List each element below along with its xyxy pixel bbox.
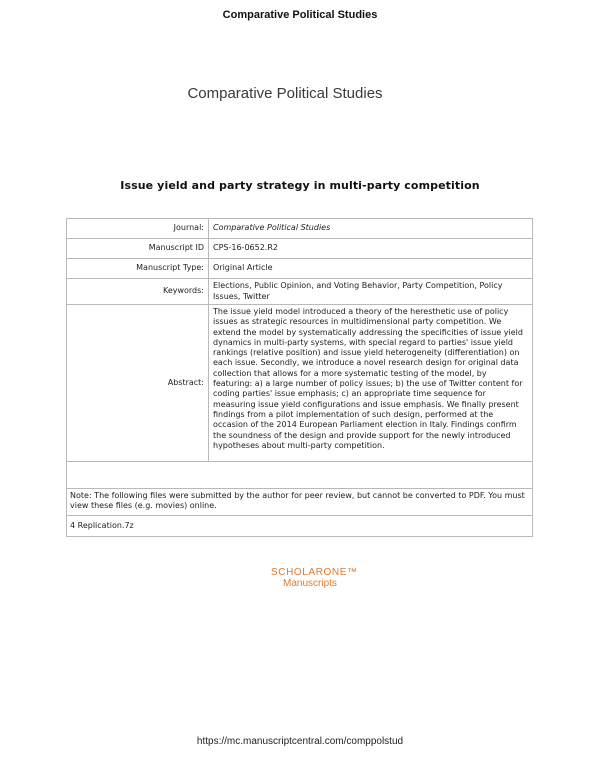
running-head: Comparative Political Studies: [222, 9, 378, 21]
manuscript-id-row: [67, 239, 533, 259]
scholarone-logo: [271, 567, 358, 589]
keywords-value: Elections, Public Opinion, and Voting Behavior, Party Competition, Policy Issues, Twitter: [209, 279, 533, 305]
abstract-row: [67, 305, 533, 462]
spacer-row: [67, 462, 533, 489]
logo-wordmark: SCHOLARONE™: [271, 567, 358, 578]
journal-banner: Comparative Political Studies: [187, 85, 383, 102]
keywords-label: Keywords:: [67, 279, 209, 305]
abstract-label: Abstract:: [67, 305, 209, 462]
manuscript-id-label: Manuscript ID: [67, 239, 209, 259]
peer-review-note: Note: The following files were submitted by the author for peer review, but cannot be converted to PDF. You must view these files (e.g. movies) online.: [67, 489, 533, 516]
manuscript-type-value: Original Article: [209, 259, 533, 279]
footer-url[interactable]: https://mc.manuscriptcentral.com/comppolstud: [196, 736, 404, 747]
manuscript-type-row: [67, 259, 533, 279]
manuscript-id-value: CPS-16-0652.R2: [209, 239, 533, 259]
spacer-cell: [67, 462, 533, 489]
attached-file[interactable]: 4 Replication.7z: [67, 516, 533, 537]
journal-value: Comparative Political Studies: [209, 219, 533, 239]
abstract-text: The issue yield model introduced a theory of the heresthetic use of policy issues as strategic resources in multidimensional party competition. We extend the model by systematically addressing the specificities of issue yield dynamics in multi-party systems, with special regard to parties' issue yield rankings (relative position) and issue yield heterogeneity (differentiation) on each issue. Secondly, we introduce a novel research design for original data collection that allows for a more systematic testing of the model, by featuring: a) a large number of policy issues; b) the use of Twitter content for coding parties' issue emphasis; c) an appropriate time sequence for measuring issue yield configurations and issue emphasis. We finally present findings from a pilot implementation of such design, performed at the occasion of the 2014 European Parliament election in Italy. Findings confirm the soundness of the design and provide support for the newly introduced hypotheses about multi-party competition.: [209, 305, 533, 462]
logo-subtitle: Manuscripts: [283, 578, 337, 589]
journal-row: [67, 219, 533, 239]
file-row: [67, 516, 533, 537]
journal-label: Journal:: [67, 219, 209, 239]
paper-title: Issue yield and party strategy in multi-party competition: [120, 179, 480, 192]
manuscript-type-label: Manuscript Type:: [67, 259, 209, 279]
keywords-row: [67, 279, 533, 305]
note-row: [67, 489, 533, 516]
manuscript-metadata-table: [66, 218, 533, 537]
